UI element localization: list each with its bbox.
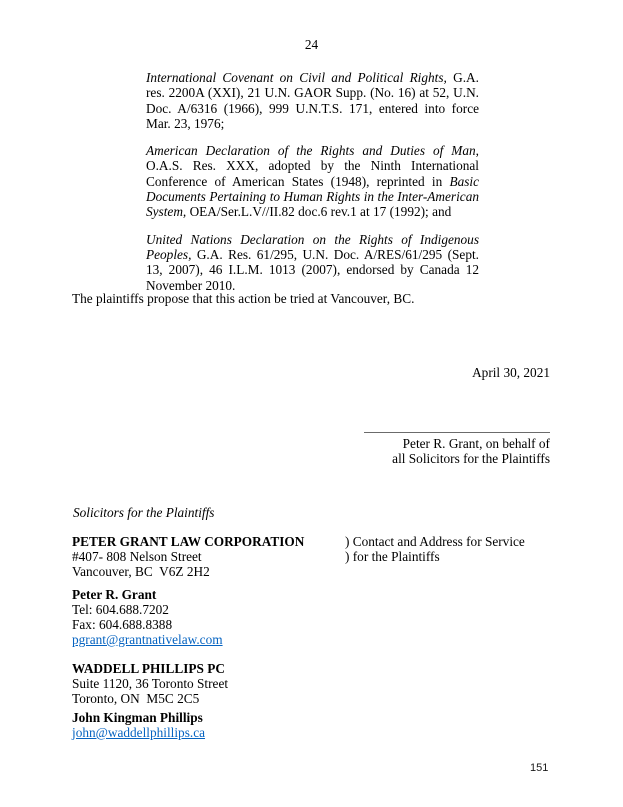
firm1-address1: #407- 808 Nelson Street xyxy=(72,549,202,564)
firm1-email-link[interactable]: pgrant@grantnativelaw.com xyxy=(72,632,223,647)
firm1-tel: Tel: 604.688.7202 xyxy=(72,602,169,617)
citations-list xyxy=(146,70,479,305)
signature-rule xyxy=(364,432,550,433)
trial-statement: The plaintiffs propose that this action be tried at Vancouver, BC. xyxy=(72,291,415,306)
firm2-contact-name: John Kingman Phillips xyxy=(72,710,203,725)
firm2-address1: Suite 1120, 36 Toronto Street xyxy=(72,676,229,691)
firm2-email-link[interactable]: john@waddellphillips.ca xyxy=(72,725,206,740)
solicitors-contact-section xyxy=(72,534,592,740)
firm1-fax: Fax: 604.688.8388 xyxy=(72,617,173,632)
citation-reference: , O.A.S. Res. XXX, adopted by the Ninth International Conference of American States (1948), reprinted in xyxy=(146,143,479,189)
page-number-bottom: 151 xyxy=(530,762,549,774)
date-line: April 30, 2021 xyxy=(472,365,550,380)
signature-block xyxy=(364,432,550,467)
citation-reference: G.A. Res. 61/295, U.N. Doc. A/RES/61/295 (Sept. 13, 2007), 46 I.L.M. 1013 (2007), endorsed by Canada 12 November 2010. xyxy=(146,246,479,293)
signature-name-line: Peter R. Grant, on behalf of xyxy=(402,436,550,451)
service-note-line1: ) Contact and Address for Service xyxy=(345,534,525,549)
firm2-address2: Toronto, ON M5C 2C5 xyxy=(72,691,200,706)
service-note-line2: ) for the Plaintiffs xyxy=(345,549,440,564)
citation-paragraph xyxy=(146,143,479,219)
citation-reference: OEA/Ser.L.V//II.82 doc.6 rev.1 at 17 (1992); and xyxy=(186,204,452,220)
citation-title: American Declaration of the Rights and Duties of Man xyxy=(146,143,476,159)
page-number-top: 24 xyxy=(304,37,319,52)
citation-paragraph xyxy=(146,232,479,293)
citation-reference: G.A. res. 2200A (XXI), 21 U.N. GAOR Supp. (No. 16) at 52, U.N. Doc. A/6316 (1966), 999 U.N.T.S. 171, entered into force Mar. 23, 1976; xyxy=(146,70,479,131)
firm1-address2: Vancouver, BC V6Z 2H2 xyxy=(72,564,210,579)
citation-title: Basic Documents Pertaining to Human Rights in the Inter-American System, xyxy=(146,173,479,220)
firm1-name: PETER GRANT LAW CORPORATION xyxy=(72,534,305,549)
citation-title: United Nations Declaration on the Rights of Indigenous Peoples, xyxy=(146,231,479,262)
firm2-name: WADDELL PHILLIPS PC xyxy=(72,661,225,676)
solicitors-heading: Solicitors for the Plaintiffs xyxy=(73,505,215,520)
citation-paragraph xyxy=(146,70,479,131)
firm1-contact-name: Peter R. Grant xyxy=(72,587,157,602)
signature-role-line: all Solicitors for the Plaintiffs xyxy=(392,451,550,467)
citation-title: International Covenant on Civil and Political Rights, xyxy=(146,70,447,85)
